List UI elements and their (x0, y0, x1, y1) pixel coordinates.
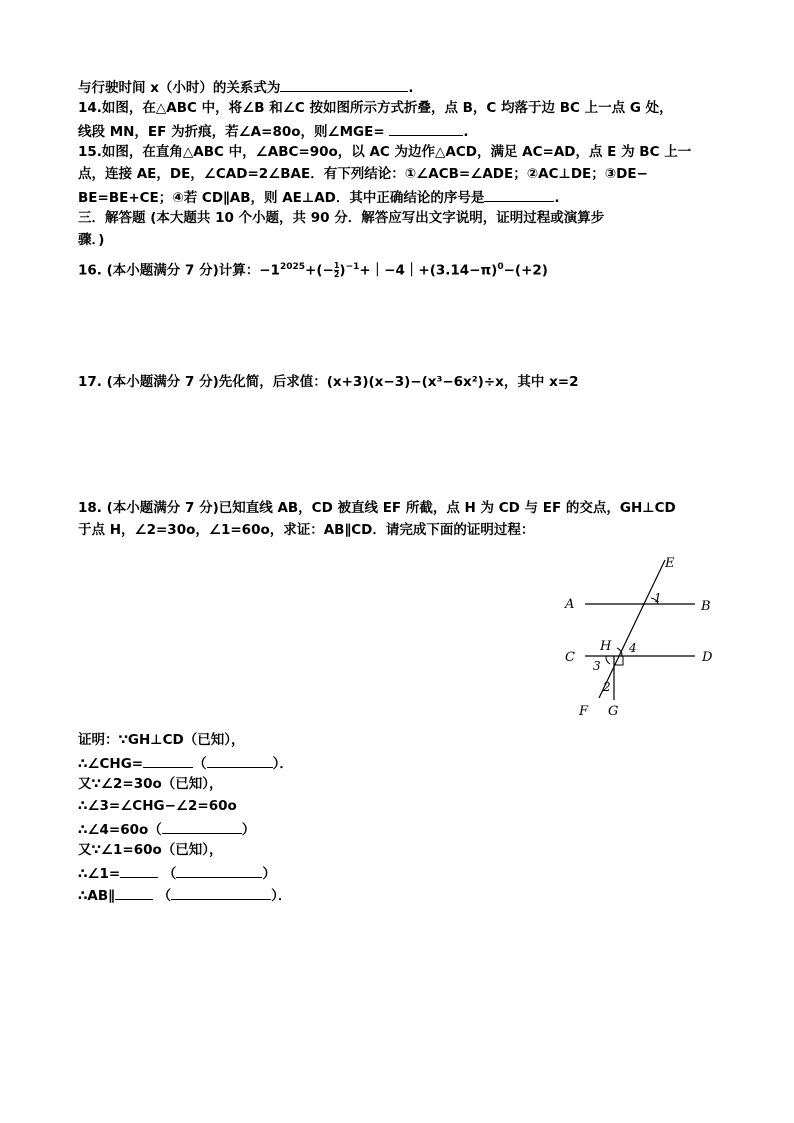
proof-2-c: ）． (272, 756, 293, 772)
q16-line (78, 258, 548, 280)
q15-line-3 (78, 187, 560, 207)
q14-text: 线段 MN，EF 为折痕，若∠A=80o，则∠MGE= (78, 124, 385, 140)
label-d: D (702, 650, 713, 665)
proof-8-b: （ (157, 888, 172, 904)
label-g: G (608, 704, 619, 719)
q16-exponent-2025: 2025 (279, 262, 306, 272)
proof-5-blank-reason[interactable] (162, 819, 242, 834)
q15-line-2: 点，连接 AE，DE，∠CAD=2∠BAE．有下列结论：①∠ACB=∠ADE；②AC⊥DE；③DE− (78, 166, 648, 182)
proof-line-8 (78, 885, 291, 905)
section-3-line-2: 骤．) (78, 232, 105, 248)
proof-2-blank-reason[interactable] (207, 753, 273, 768)
q16-denominator: 2 (333, 270, 340, 279)
q16-mid-1: +(− (305, 262, 334, 279)
q18-line-1: 18. (本小题满分 7 分)已知直线 AB，CD 被直线 EF 所截，点 H 为 CD 与 EF 的交点，GH⊥CD (78, 500, 676, 516)
section-3-line-1: 三．解答题 (本大题共 10 个小题，共 90 分．解答应写出文字说明，证明过程或演算步 (78, 210, 605, 226)
proof-line-1: 证明：∵GH⊥CD（已知）， (78, 732, 245, 748)
label-h: H (600, 639, 612, 654)
proof-line-4: ∴∠3=∠CHG−∠2=60o (78, 798, 237, 814)
label-a: A (565, 597, 575, 612)
q16-prefix: 16. (本小题满分 7 分)计算：−1 (78, 262, 280, 279)
proof-7-blank-value[interactable] (120, 863, 158, 878)
q14-line-2 (78, 121, 469, 141)
line-13-tail (78, 77, 414, 97)
q16-exponent-0: 0 (497, 262, 504, 272)
q14-end: . (463, 124, 469, 140)
label-b: B (701, 599, 711, 614)
q16-numerator: 1 (333, 261, 340, 270)
q16-exponent-neg1: −1 (345, 262, 360, 272)
line-ef (599, 560, 665, 698)
proof-line-5 (78, 819, 255, 839)
geometry-figure (555, 548, 735, 723)
q15-end: . (554, 190, 560, 206)
q13-text: 与行驶时间 x（小时）的关系式为 (78, 80, 281, 96)
label-f: F (579, 704, 589, 719)
label-e: E (665, 556, 675, 571)
q18-line-2: 于点 H，∠2=30o，∠1=60o，求证：AB∥CD．请完成下面的证明过程： (78, 522, 535, 538)
proof-8-blank-reason[interactable] (171, 885, 271, 900)
q14-line-1: 14.如图，在△ABC 中，将∠B 和∠C 按如图所示方式折叠，点 B，C 均落于边 BC 上一点 G 处， (78, 100, 673, 116)
label-c: C (565, 650, 575, 665)
proof-line-3: 又∵∠2=30o（已知）， (78, 776, 223, 792)
proof-5-a: ∴∠4=60o（ (78, 822, 162, 838)
q15-text: BE=BE+CE；④若 CD∥AB，则 AE⊥AD．其中正确结论的序号是 (78, 190, 485, 206)
proof-8-a: ∴AB∥ (78, 888, 115, 904)
q15-answer-blank[interactable] (484, 187, 554, 202)
proof-8-c: ）． (271, 888, 292, 904)
label-3: 3 (593, 659, 601, 673)
proof-5-b: ） (241, 822, 256, 838)
proof-2-b: （ (193, 756, 207, 772)
proof-7-a: ∴∠1= (78, 866, 121, 882)
label-4: 4 (629, 641, 637, 655)
proof-7-c: ） (262, 866, 276, 882)
label-2: 2 (603, 680, 611, 694)
q14-answer-blank[interactable] (389, 121, 463, 136)
q15-line-1: 15.如图，在直角△ABC 中，∠ABC=90o，以 AC 为边作△ACD，满足 AC=AD，点 E 为 BC 上一 (78, 144, 692, 160)
label-1: 1 (654, 591, 662, 605)
proof-7-blank-reason[interactable] (176, 863, 262, 878)
q17-line: 17. (本小题满分 7 分)先化简，后求值：(x+3)(x−3)−(x³−6x²)÷x，其中 x=2 (78, 374, 579, 390)
proof-8-blank-value[interactable] (115, 885, 153, 900)
proof-2-blank-value[interactable] (143, 753, 193, 768)
q16-post: +｜−4｜+(3.14−π) (359, 262, 498, 279)
q13-answer-blank[interactable] (280, 77, 408, 92)
q16-mid-2: ) (339, 262, 346, 279)
proof-line-7 (78, 863, 276, 883)
angle-3-arc (606, 656, 610, 664)
q13-end: . (408, 80, 414, 96)
proof-line-2 (78, 753, 293, 773)
q16-tail: −(+2) (503, 262, 548, 279)
proof-7-b: （ (162, 866, 177, 882)
proof-2-a: ∴∠CHG= (78, 756, 144, 772)
proof-line-6: 又∵∠1=60o（已知）， (78, 842, 223, 858)
